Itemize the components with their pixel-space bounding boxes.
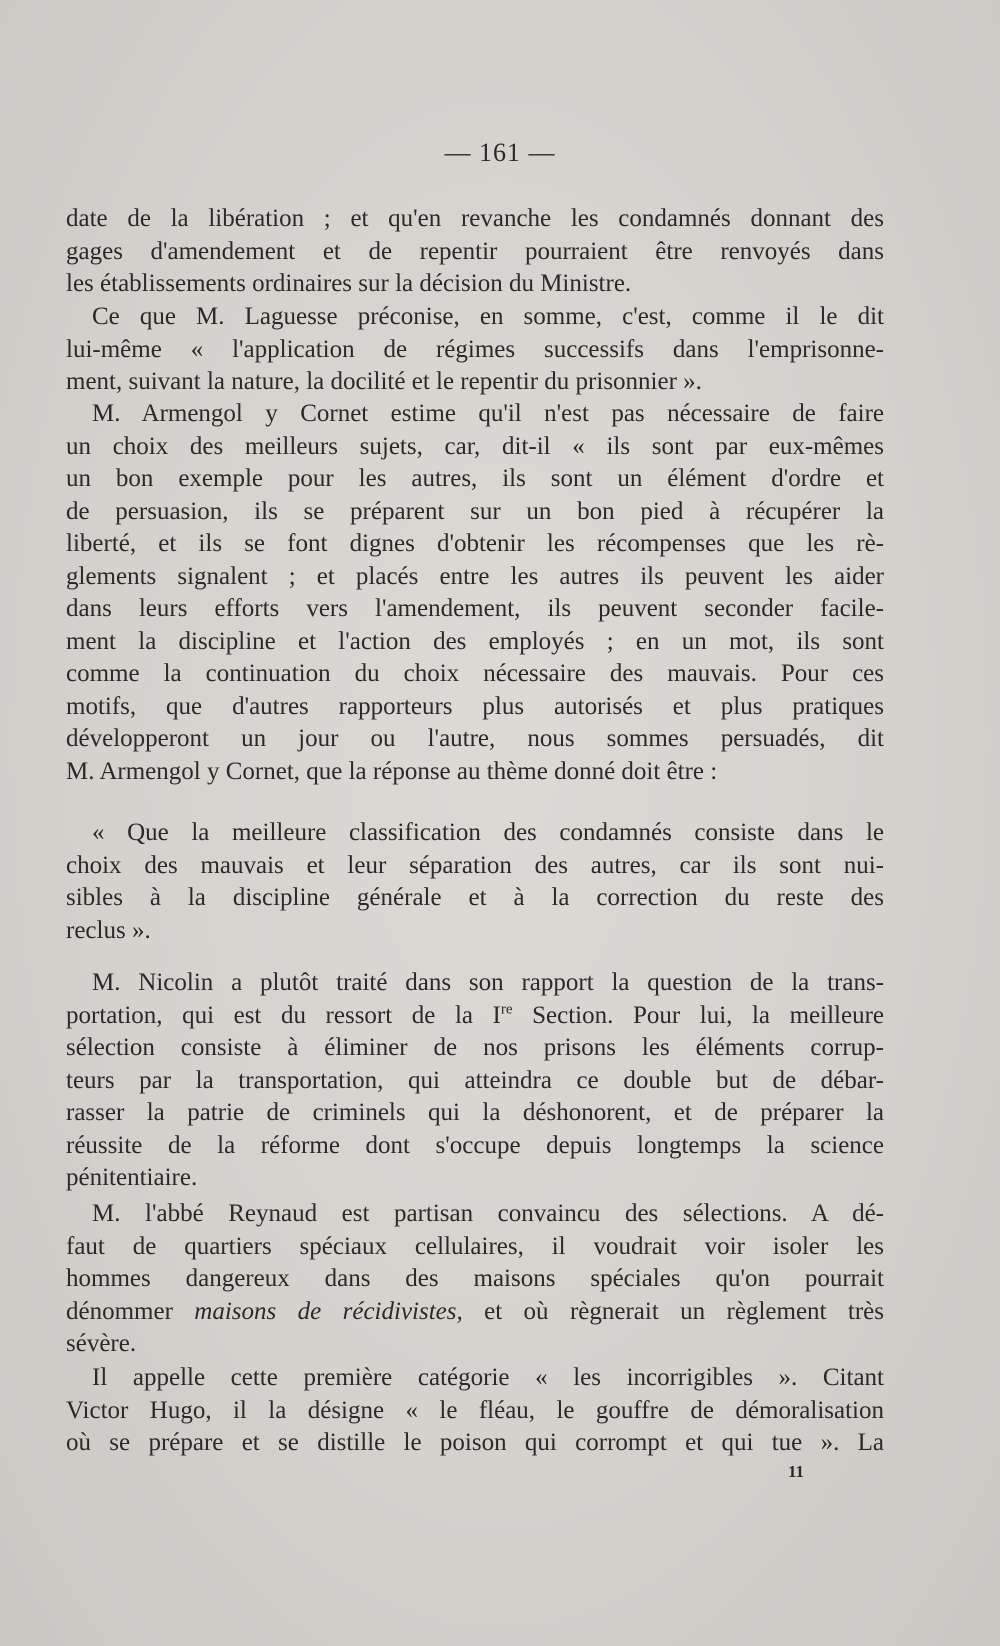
text-line [66,1000,884,1033]
text-line: reclus ». [66,916,151,944]
text-line: pénitentiaire. [66,1164,198,1191]
text-fragment: et où règnerait un règlement très [462,1297,884,1325]
text-line [66,1296,884,1329]
text-fragment: dénommer [66,1297,195,1325]
text-line: ment la discipline et l'action des employés ; en un mot, ils sont [66,627,884,655]
text-line: M. l'abbé Reynaud est partisan convaincu des sélections. A dé- [92,1200,884,1227]
text-line: sibles à la discipline générale et à la correction du reste des [66,884,884,911]
text-line: teurs par la transportation, qui atteindra ce double but de débar- [66,1066,884,1094]
text-line: développeront un jour ou l'autre, nous sommes persuadés, dit [66,725,884,752]
text-line: Victor Hugo, il la désigne « le fléau, le gouffre de démoralisation [66,1396,884,1424]
text-line: faut de quartiers spéciaux cellulaires, il voudrait voir isoler les [66,1232,884,1260]
text-line: comme la continuation du choix nécessaire des mauvais. Pour ces [66,660,884,687]
text-line: Il appelle cette première catégorie « les incorrigibles ». Citant [92,1364,884,1391]
text-line: un bon exemple pour les autres, ils sont un élément d'ordre et [66,465,884,492]
paragraph-reynaud [66,1198,884,1361]
text-line: rasser la patrie de criminels qui la déshonorent, et de préparer la [66,1099,884,1126]
text-line: où se prépare et se distille le poison qui corrompt et qui tue ». La [66,1429,884,1456]
text-line: M. Armengol y Cornet estime qu'il n'est pas nécessaire de faire [92,400,884,427]
paragraph-nicolin [66,967,884,1195]
text-line: glements signalent ; et placés entre les autres ils peuvent les aider [66,562,884,590]
text-line: motifs, que d'autres rapporteurs plus autorisés et plus pratiques [66,692,884,720]
text-line: date de la libération ; et qu'en revanche les condamnés donnant des [66,205,884,232]
paragraph-laguesse [66,301,884,399]
page-number: — 161 — [444,138,556,167]
italic-term: maisons de récidivistes, [194,1297,463,1325]
paragraph-armengol [66,398,884,788]
signature-mark: 11 [788,1462,805,1481]
text-line: gages d'amendement et de repentir pourraient être renvoyés dans [66,237,884,265]
text-line: ment, suivant la nature, la docilité et le repentir du prisonnier ». [66,368,702,395]
text-line: « Que la meilleure classification des condamnés consiste dans le [92,819,884,846]
text-line: choix des mauvais et leur séparation des autres, car ils sont nui- [66,851,884,879]
superscript: re [500,1001,513,1018]
paragraph-continuation [66,203,884,301]
text-fragment: Section. Pour lui, la meilleure [512,1001,884,1029]
text-fragment: portation, qui est du ressort de la I [66,1001,501,1029]
text-line: de persuasion, ils se préparent sur un bon pied à récupérer la [66,497,884,525]
paragraph-incorrigibles [66,1362,884,1460]
text-line: hommes dangereux dans des maisons spéciales qu'on pourrait [66,1265,884,1292]
text-line: sévère. [66,1330,137,1357]
text-line: les établissements ordinaires sur la décision du Ministre. [66,270,632,297]
text-line: lui-même « l'application de régimes successifs dans l'emprisonne- [66,335,884,363]
text-line: un choix des meilleurs sujets, car, dit-il « ils sont par eux-mêmes [66,432,884,460]
paragraph-quotation [66,817,884,947]
text-line: Ce que M. Laguesse préconise, en somme, c'est, comme il le dit [92,303,884,330]
text-line: M. Nicolin a plutôt traité dans son rapport la question de la trans- [92,969,884,996]
text-line: dans leurs efforts vers l'amendement, ils peuvent seconder facile- [66,595,884,622]
text-line: sélection consiste à éliminer de nos prisons les éléments corrup- [66,1034,884,1061]
text-line: liberté, et ils se font dignes d'obtenir les récompenses que les rè- [66,530,884,557]
text-line: réussite de la réforme dont s'occupe depuis longtemps la science [66,1131,884,1159]
text-line: M. Armengol y Cornet, que la réponse au thème donné doit être : [66,757,718,785]
